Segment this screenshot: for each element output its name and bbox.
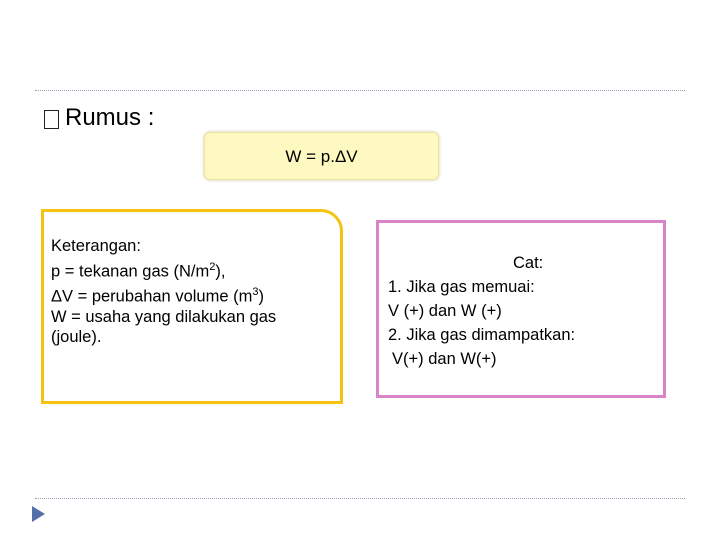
rumus-heading	[44, 104, 154, 132]
catatan-box	[376, 220, 666, 398]
square-bullet-icon	[44, 110, 59, 129]
catatan-item-expand: 1. Jika gas memuai:	[388, 278, 535, 296]
pressure-text: p = tekanan gas (N/m	[51, 262, 210, 280]
pressure-text-end: ),	[215, 262, 226, 280]
keterangan-work-line: W = usaha yang dilakukan gas	[51, 307, 277, 326]
volume-text-end: )	[258, 287, 264, 305]
rumus-heading-label: Rumus :	[65, 104, 155, 131]
keterangan-volume-line	[51, 282, 334, 307]
keterangan-pressure-line	[51, 257, 334, 282]
pressure-unit-exponent: 2	[209, 260, 216, 273]
bottom-divider	[35, 498, 685, 499]
next-slide-arrow-icon[interactable]	[32, 506, 45, 522]
formula-text: W = p.ΔV	[285, 147, 358, 166]
catatan-item-compress: 2. Jika gas dimampatkan:	[388, 326, 576, 344]
volume-text: ΔV = perubahan volume (m	[51, 287, 253, 305]
catatan-item-expand-value: V (+) dan W (+)	[388, 302, 502, 320]
formula-box	[204, 132, 439, 180]
top-divider	[35, 90, 685, 91]
volume-unit-exponent: 3	[252, 285, 259, 298]
keterangan-work-unit: (joule).	[51, 328, 102, 346]
keterangan-title: Keterangan:	[51, 237, 141, 255]
keterangan-box	[41, 209, 343, 404]
catatan-item-compress-value: V(+) dan W(+)	[392, 350, 497, 368]
catatan-title: Cat:	[513, 254, 544, 272]
